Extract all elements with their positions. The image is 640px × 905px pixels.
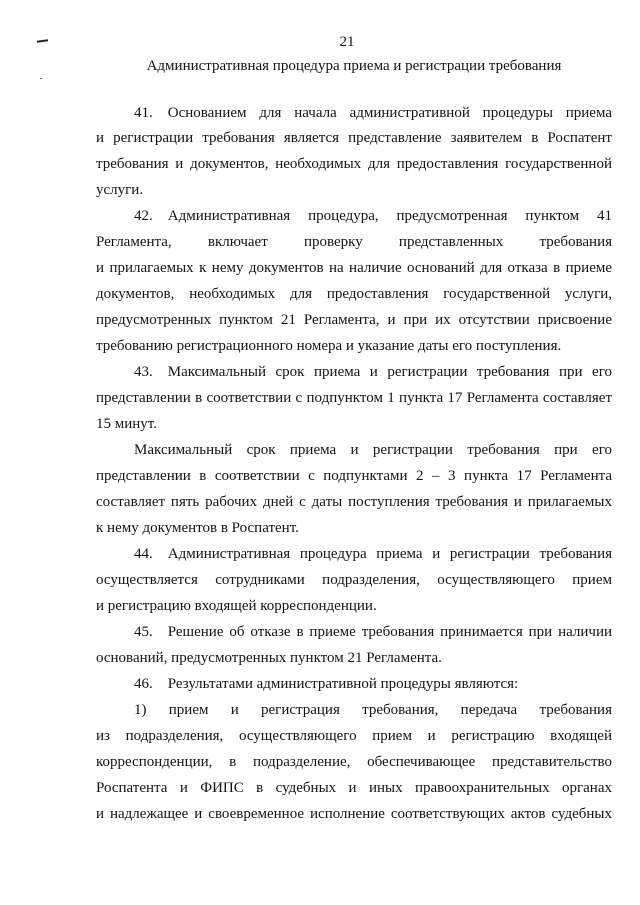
paragraph-line: Роспатента и ФИПС в судебных и иных правоохранительных органах [96, 780, 612, 796]
paragraph-line: 43. Максимальный срок приема и регистрации требования при его [134, 364, 612, 380]
paragraph-line: предусмотренных пунктом 21 Регламента, и при их отсутствии присвоение [96, 312, 612, 328]
paragraph-line: осуществляется сотрудниками подразделения, осуществляющего прием [96, 572, 612, 588]
paragraph-line: представлении в соответствии с подпунктом 1 пункта 17 Регламента составляет [96, 390, 612, 406]
paragraph-line: услуги. [96, 182, 144, 198]
paragraph-line: к нему документов в Роспатент. [96, 520, 299, 536]
paragraph-line: из подразделения, осуществляющего прием и регистрацию входящей [96, 728, 612, 744]
paragraph-line: 15 минут. [96, 416, 157, 432]
paragraph-line: 41. Основанием для начала административной процедуры приема [134, 105, 612, 121]
paragraph-line: и регистрации требования является представление заявителем в Роспатент [96, 130, 612, 146]
paragraph-line: 46. Результатами административной процедуры являются: [134, 676, 519, 692]
paragraph-line: 45. Решение об отказе в приеме требования принимается при наличии [134, 624, 612, 640]
paragraph-line: 1) прием и регистрация требования, передача требования [134, 702, 612, 718]
paragraph-line: требованию регистрационного номера и указание даты его поступления. [96, 338, 562, 354]
paragraph-line: 42. Административная процедура, предусмотренная пунктом 41 [134, 208, 612, 224]
paragraph-line: Регламента, включает проверку представленных требования [96, 234, 612, 250]
page-number: 21 [339, 34, 355, 50]
paragraph-line: и регистрацию входящей корреспонденции. [96, 598, 377, 614]
paragraph-line: и прилагаемых к нему документов на наличие оснований для отказа в приеме [96, 260, 612, 276]
paragraph-line: корреспонденции, в подразделение, обеспечивающее представительство [96, 754, 612, 770]
section-heading: Административная процедура приема и регистрации требования [146, 58, 562, 74]
paragraph-line: оснований, предусмотренных пунктом 21 Регламента. [96, 650, 442, 666]
paragraph-line: составляет пять рабочих дней с даты поступления требования и прилагаемых [96, 494, 612, 510]
paragraph-line: требования и документов, необходимых для предоставления государственной [96, 156, 612, 172]
paragraph-line: 44. Административная процедура приема и регистрации требования [134, 546, 612, 562]
paragraph-line: документов, необходимых для предоставления государственной услуги, [96, 286, 612, 302]
paragraph-line: представлении в соответствии с подпунктами 2 – 3 пункта 17 Регламента [96, 468, 612, 484]
paragraph-line: и надлежащее и своевременное исполнение соответствующих актов судебных [96, 806, 612, 822]
scan-dot [40, 78, 42, 79]
paragraph-line: Максимальный срок приема и регистрации требования при его [134, 442, 612, 458]
